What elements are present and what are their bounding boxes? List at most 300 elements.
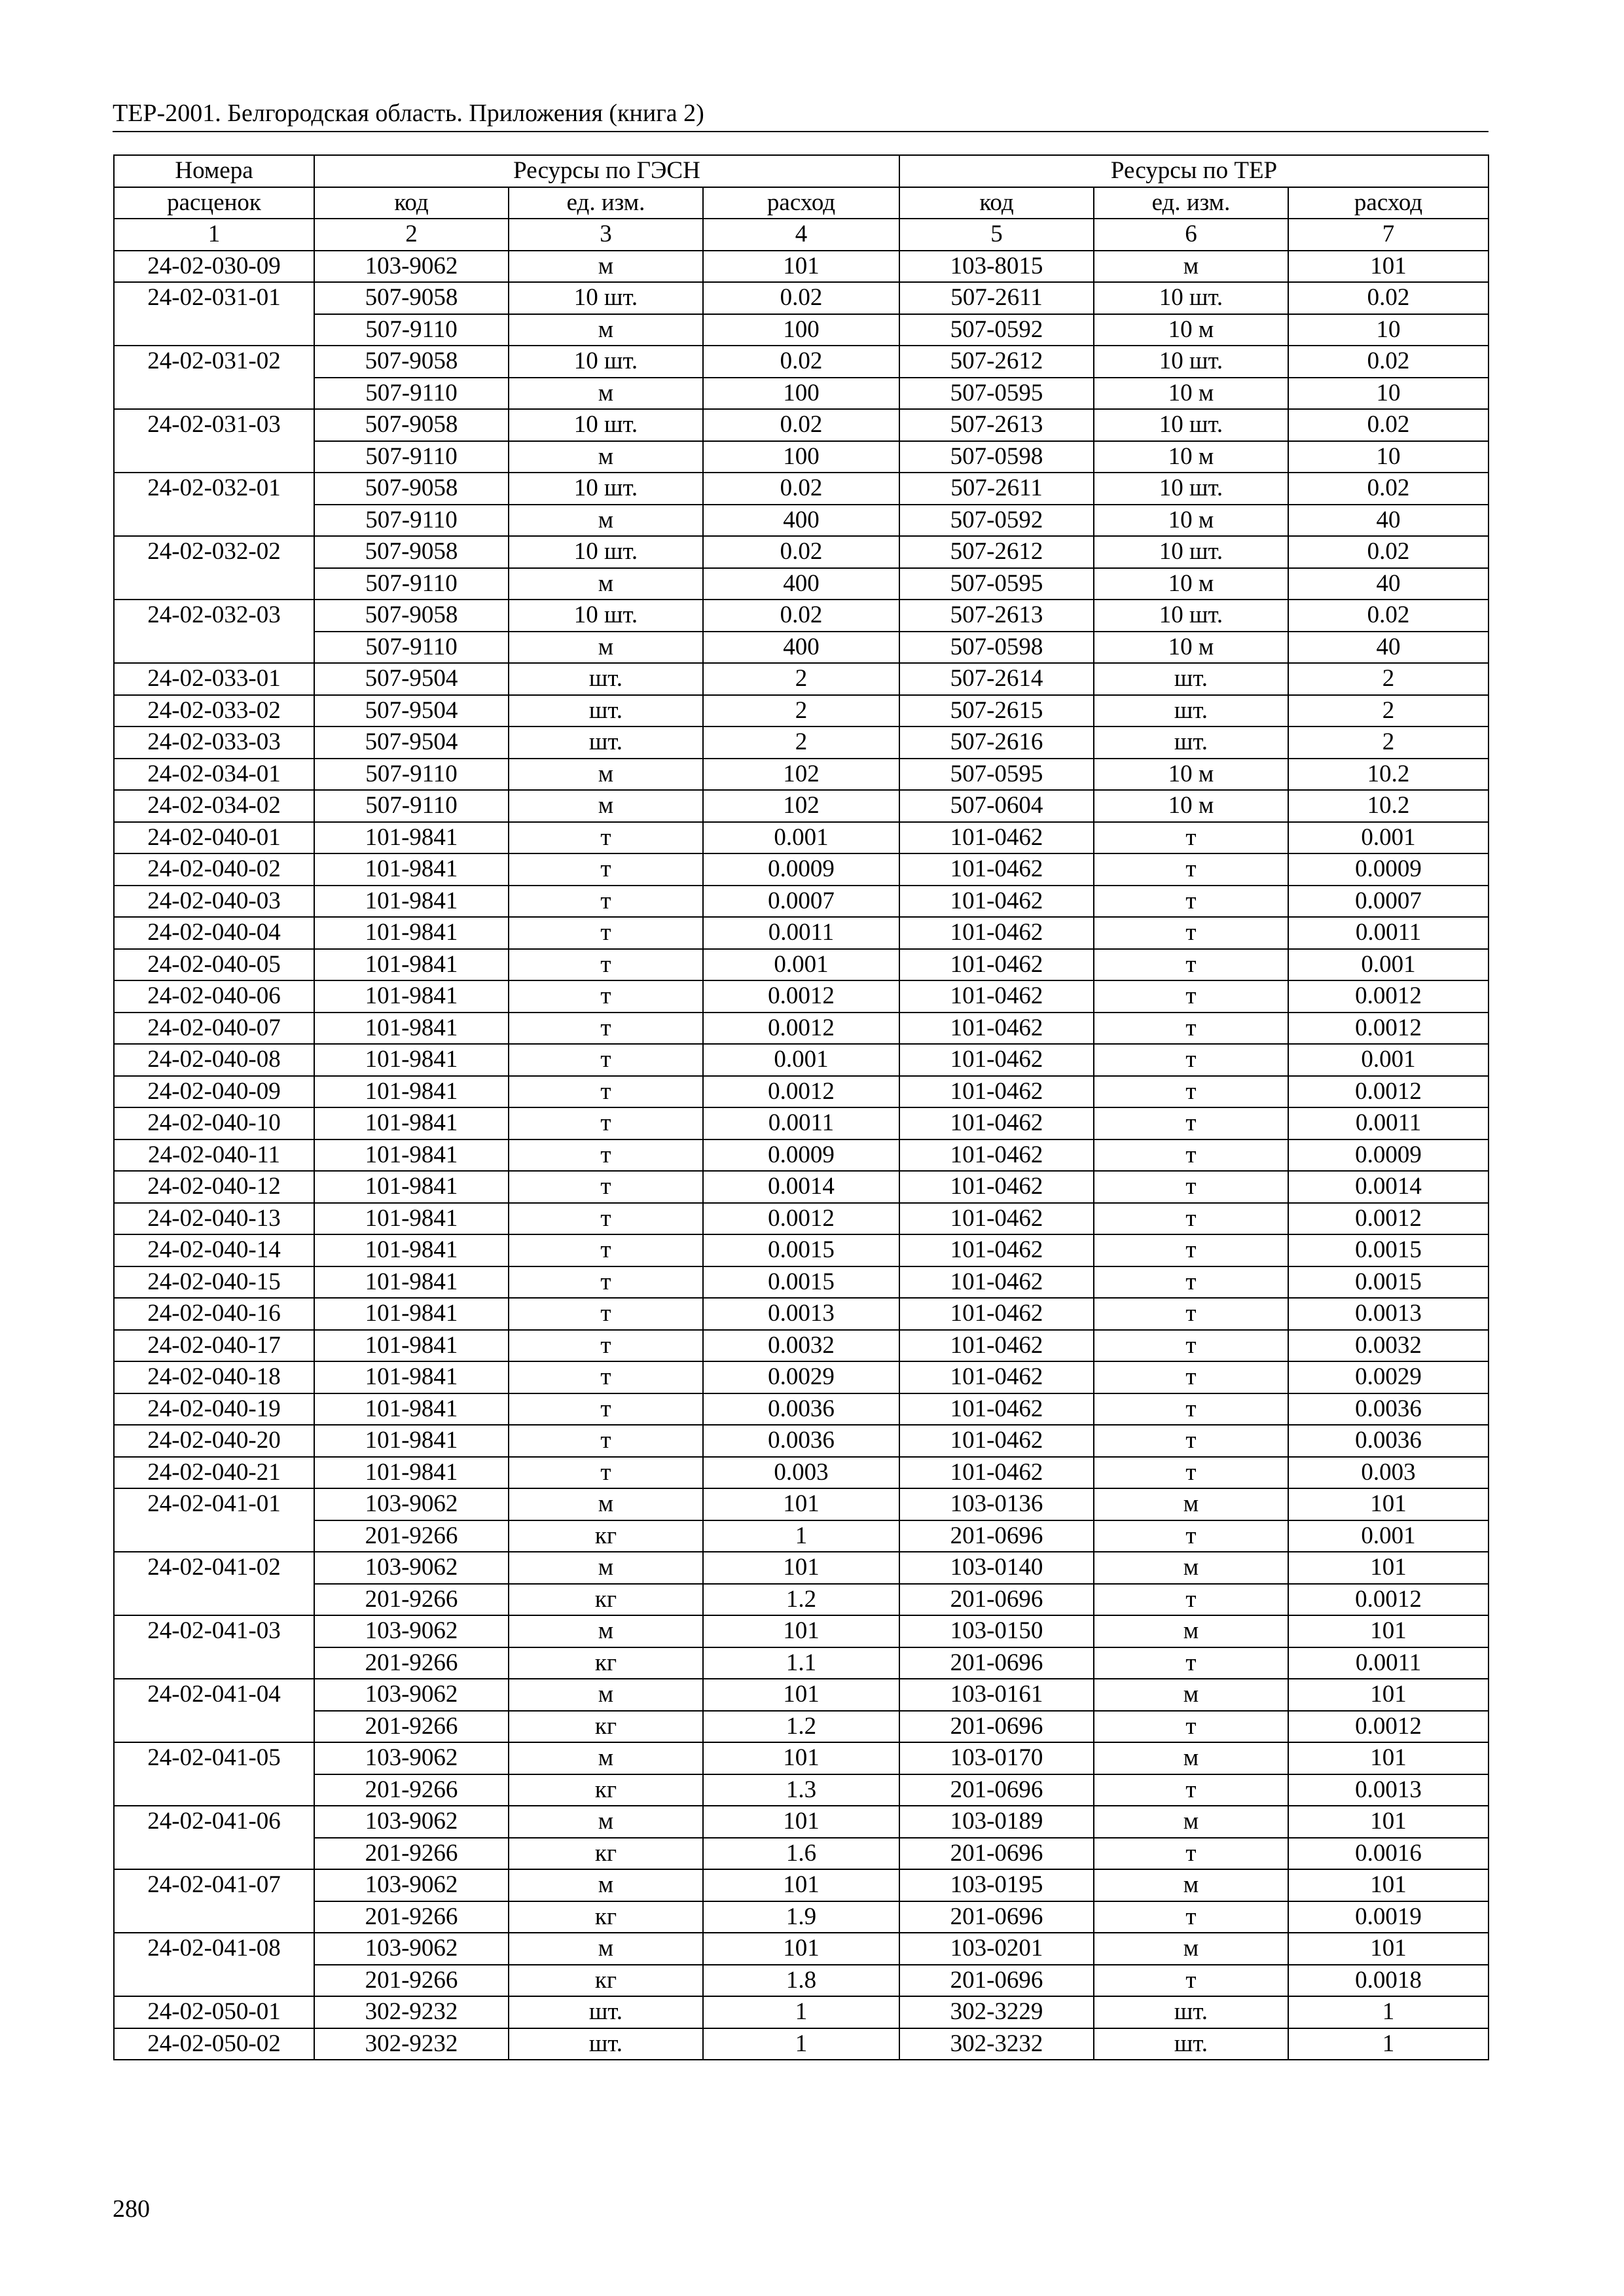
ter-amount-cell: 0.0011 bbox=[1288, 917, 1489, 949]
gesn-unit-cell: 10 шт. bbox=[509, 282, 703, 314]
gesn-amount-cell: 0.001 bbox=[703, 822, 899, 854]
ter-unit-cell: т bbox=[1094, 1330, 1288, 1362]
gesn-code-cell: 507-9504 bbox=[314, 663, 509, 695]
table-row bbox=[114, 473, 1489, 505]
gesn-code-cell: 101-9841 bbox=[314, 1457, 509, 1489]
table-row bbox=[114, 726, 1489, 759]
ter-code-cell: 507-0604 bbox=[899, 790, 1094, 822]
rate-number-cell: 24-02-040-09 bbox=[114, 1076, 314, 1108]
gesn-unit-cell: м bbox=[509, 505, 703, 537]
ter-unit-cell: 10 м bbox=[1094, 790, 1288, 822]
gesn-amount-cell: 1 bbox=[703, 1996, 899, 2028]
ter-unit-cell: 10 м bbox=[1094, 441, 1288, 473]
gesn-amount-cell: 0.0009 bbox=[703, 853, 899, 886]
gesn-code-cell: 103-9062 bbox=[314, 251, 509, 283]
ter-code-cell: 201-0696 bbox=[899, 1647, 1094, 1679]
ter-code-cell: 101-0462 bbox=[899, 1203, 1094, 1235]
ter-amount-cell: 0.0012 bbox=[1288, 1203, 1489, 1235]
gesn-unit-cell: т bbox=[509, 1298, 703, 1330]
ter-unit-cell: шт. bbox=[1094, 1996, 1288, 2028]
gesn-amount-cell: 101 bbox=[703, 251, 899, 283]
ter-code-cell: 507-2612 bbox=[899, 346, 1094, 378]
gesn-amount-cell: 0.02 bbox=[703, 536, 899, 568]
table-row bbox=[114, 441, 1489, 473]
gesn-code-cell: 101-9841 bbox=[314, 1076, 509, 1108]
gesn-code-cell: 507-9058 bbox=[314, 473, 509, 505]
rate-number-cell: 24-02-034-02 bbox=[114, 790, 314, 822]
rate-number-cell: 24-02-040-05 bbox=[114, 949, 314, 981]
ter-unit-cell: 10 шт. bbox=[1094, 282, 1288, 314]
rate-number-cell: 24-02-041-07 bbox=[114, 1869, 314, 1933]
rate-number-cell: 24-02-033-01 bbox=[114, 663, 314, 695]
ter-unit-cell: м bbox=[1094, 1742, 1288, 1774]
rate-number-cell: 24-02-040-04 bbox=[114, 917, 314, 949]
table-row bbox=[114, 2028, 1489, 2060]
column-number: 6 bbox=[1094, 219, 1288, 251]
ter-amount-cell: 10 bbox=[1288, 378, 1489, 410]
gesn-code-cell: 103-9062 bbox=[314, 1806, 509, 1838]
ter-code-cell: 302-3232 bbox=[899, 2028, 1094, 2060]
table-row bbox=[114, 378, 1489, 410]
rate-number-cell: 24-02-040-02 bbox=[114, 853, 314, 886]
table-row bbox=[114, 314, 1489, 346]
table-row bbox=[114, 1234, 1489, 1266]
ter-amount-cell: 0.0012 bbox=[1288, 1711, 1489, 1743]
ter-code-cell: 101-0462 bbox=[899, 980, 1094, 1013]
table-row bbox=[114, 1139, 1489, 1172]
gesn-unit-cell: кг bbox=[509, 1711, 703, 1743]
gesn-unit-cell: т bbox=[509, 949, 703, 981]
column-number: 7 bbox=[1288, 219, 1489, 251]
table-row bbox=[114, 1965, 1489, 1997]
table-row bbox=[114, 1425, 1489, 1457]
gesn-code-cell: 507-9110 bbox=[314, 759, 509, 791]
table-row bbox=[114, 282, 1489, 314]
table-row bbox=[114, 822, 1489, 854]
gesn-amount-cell: 101 bbox=[703, 1742, 899, 1774]
gesn-unit-cell: шт. bbox=[509, 663, 703, 695]
gesn-code-cell: 507-9110 bbox=[314, 505, 509, 537]
page-header-title: ТЕР-2001. Белгородская область. Приложения (книга 2) bbox=[113, 99, 704, 127]
gesn-amount-cell: 1 bbox=[703, 2028, 899, 2060]
column-number: 3 bbox=[509, 219, 703, 251]
rate-number-cell: 24-02-033-03 bbox=[114, 726, 314, 759]
ter-unit-cell: 10 шт. bbox=[1094, 346, 1288, 378]
ter-amount-cell: 101 bbox=[1288, 1552, 1489, 1584]
ter-code-cell: 201-0696 bbox=[899, 1838, 1094, 1870]
gesn-unit-cell: т bbox=[509, 1425, 703, 1457]
gesn-unit-cell: м bbox=[509, 1933, 703, 1965]
ter-unit-cell: т bbox=[1094, 1965, 1288, 1997]
ter-amount-cell: 0.0016 bbox=[1288, 1838, 1489, 1870]
page-number: 280 bbox=[113, 2195, 150, 2223]
ter-code-cell: 103-8015 bbox=[899, 251, 1094, 283]
ter-code-cell: 507-0592 bbox=[899, 314, 1094, 346]
ter-code-cell: 302-3229 bbox=[899, 1996, 1094, 2028]
gesn-code-cell: 302-9232 bbox=[314, 2028, 509, 2060]
ter-unit-cell: т bbox=[1094, 1298, 1288, 1330]
gesn-unit-cell: т bbox=[509, 1203, 703, 1235]
gesn-code-cell: 103-9062 bbox=[314, 1488, 509, 1520]
ter-code-cell: 507-0595 bbox=[899, 568, 1094, 600]
ter-unit-cell: т bbox=[1094, 1838, 1288, 1870]
gesn-amount-cell: 1.2 bbox=[703, 1711, 899, 1743]
table-row bbox=[114, 632, 1489, 664]
ter-unit-cell: м bbox=[1094, 1806, 1288, 1838]
table-row bbox=[114, 1742, 1489, 1774]
rate-number-cell: 24-02-041-08 bbox=[114, 1933, 314, 1996]
gesn-code-cell: 507-9058 bbox=[314, 409, 509, 441]
ter-unit-cell: шт. bbox=[1094, 2028, 1288, 2060]
gesn-unit-cell: т bbox=[509, 980, 703, 1013]
ter-code-cell: 201-0696 bbox=[899, 1901, 1094, 1933]
ter-unit-cell: шт. bbox=[1094, 663, 1288, 695]
gesn-unit-cell: кг bbox=[509, 1520, 703, 1552]
ter-unit-cell: т bbox=[1094, 1711, 1288, 1743]
gesn-code-cell: 507-9110 bbox=[314, 568, 509, 600]
gesn-code-cell: 507-9058 bbox=[314, 536, 509, 568]
gesn-amount-cell: 400 bbox=[703, 632, 899, 664]
gesn-amount-cell: 1.6 bbox=[703, 1838, 899, 1870]
ter-code-cell: 507-0595 bbox=[899, 759, 1094, 791]
gesn-unit-cell: т bbox=[509, 917, 703, 949]
rate-number-cell: 24-02-040-08 bbox=[114, 1044, 314, 1076]
table-row bbox=[114, 409, 1489, 441]
ter-code-cell: 101-0462 bbox=[899, 886, 1094, 918]
ter-unit-cell: т bbox=[1094, 1361, 1288, 1393]
table-row bbox=[114, 1933, 1489, 1965]
rate-number-cell: 24-02-033-02 bbox=[114, 695, 314, 727]
ter-amount-cell: 0.001 bbox=[1288, 1520, 1489, 1552]
ter-amount-cell: 0.0013 bbox=[1288, 1774, 1489, 1806]
ter-code-cell: 507-0598 bbox=[899, 441, 1094, 473]
ter-code-cell: 101-0462 bbox=[899, 853, 1094, 886]
ter-amount-cell: 0.0032 bbox=[1288, 1330, 1489, 1362]
ter-amount-cell: 0.0012 bbox=[1288, 1076, 1489, 1108]
gesn-unit-cell: кг bbox=[509, 1584, 703, 1616]
ter-unit-cell: т bbox=[1094, 1520, 1288, 1552]
table-row bbox=[114, 1076, 1489, 1108]
ter-code-cell: 201-0696 bbox=[899, 1711, 1094, 1743]
gesn-amount-cell: 101 bbox=[703, 1679, 899, 1711]
gesn-code-cell: 302-9232 bbox=[314, 1996, 509, 2028]
gesn-amount-cell: 400 bbox=[703, 568, 899, 600]
ter-amount-cell: 101 bbox=[1288, 1742, 1489, 1774]
gesn-amount-cell: 400 bbox=[703, 505, 899, 537]
rate-number-cell: 24-02-032-03 bbox=[114, 600, 314, 663]
gesn-amount-cell: 0.0011 bbox=[703, 1107, 899, 1139]
gesn-code-cell: 101-9841 bbox=[314, 1234, 509, 1266]
gesn-amount-cell: 0.02 bbox=[703, 409, 899, 441]
ter-amount-cell: 0.001 bbox=[1288, 949, 1489, 981]
ter-amount-cell: 40 bbox=[1288, 568, 1489, 600]
gesn-amount-cell: 0.0032 bbox=[703, 1330, 899, 1362]
ter-code-cell: 201-0696 bbox=[899, 1774, 1094, 1806]
gesn-amount-cell: 2 bbox=[703, 695, 899, 727]
ter-unit-cell: т bbox=[1094, 853, 1288, 886]
head-gesn-amount: расход bbox=[703, 187, 899, 219]
ter-code-cell: 507-2613 bbox=[899, 600, 1094, 632]
ter-code-cell: 507-2616 bbox=[899, 726, 1094, 759]
rate-number-cell: 24-02-032-01 bbox=[114, 473, 314, 536]
rate-number-cell: 24-02-040-19 bbox=[114, 1393, 314, 1426]
ter-code-cell: 507-2613 bbox=[899, 409, 1094, 441]
gesn-unit-cell: шт. bbox=[509, 695, 703, 727]
gesn-unit-cell: шт. bbox=[509, 726, 703, 759]
gesn-code-cell: 101-9841 bbox=[314, 1298, 509, 1330]
gesn-amount-cell: 0.0014 bbox=[703, 1171, 899, 1203]
rate-number-cell: 24-02-034-01 bbox=[114, 759, 314, 791]
gesn-code-cell: 101-9841 bbox=[314, 980, 509, 1013]
ter-code-cell: 103-0140 bbox=[899, 1552, 1094, 1584]
gesn-code-cell: 507-9058 bbox=[314, 346, 509, 378]
head-row-columns bbox=[114, 187, 1489, 219]
gesn-code-cell: 101-9841 bbox=[314, 1013, 509, 1045]
ter-unit-cell: т bbox=[1094, 917, 1288, 949]
gesn-amount-cell: 0.02 bbox=[703, 282, 899, 314]
gesn-unit-cell: м bbox=[509, 568, 703, 600]
gesn-unit-cell: м bbox=[509, 1488, 703, 1520]
gesn-code-cell: 201-9266 bbox=[314, 1647, 509, 1679]
table-row bbox=[114, 1647, 1489, 1679]
ter-code-cell: 101-0462 bbox=[899, 1266, 1094, 1299]
table-row bbox=[114, 1107, 1489, 1139]
gesn-code-cell: 101-9841 bbox=[314, 1171, 509, 1203]
table-row bbox=[114, 759, 1489, 791]
ter-amount-cell: 0.02 bbox=[1288, 282, 1489, 314]
resources-table bbox=[113, 154, 1489, 2060]
ter-code-cell: 103-0136 bbox=[899, 1488, 1094, 1520]
ter-amount-cell: 10 bbox=[1288, 441, 1489, 473]
gesn-code-cell: 201-9266 bbox=[314, 1901, 509, 1933]
ter-unit-cell: т bbox=[1094, 1107, 1288, 1139]
gesn-code-cell: 101-9841 bbox=[314, 1361, 509, 1393]
gesn-code-cell: 201-9266 bbox=[314, 1774, 509, 1806]
ter-amount-cell: 0.001 bbox=[1288, 822, 1489, 854]
table-row bbox=[114, 1838, 1489, 1870]
ter-code-cell: 507-2611 bbox=[899, 282, 1094, 314]
ter-code-cell: 101-0462 bbox=[899, 1457, 1094, 1489]
ter-amount-cell: 0.0015 bbox=[1288, 1266, 1489, 1299]
ter-unit-cell: м bbox=[1094, 1552, 1288, 1584]
gesn-amount-cell: 2 bbox=[703, 663, 899, 695]
gesn-amount-cell: 1.1 bbox=[703, 1647, 899, 1679]
table-row bbox=[114, 886, 1489, 918]
gesn-amount-cell: 100 bbox=[703, 314, 899, 346]
rate-number-cell: 24-02-040-10 bbox=[114, 1107, 314, 1139]
gesn-unit-cell: м bbox=[509, 441, 703, 473]
rate-number-cell: 24-02-030-09 bbox=[114, 251, 314, 283]
rate-number-cell: 24-02-041-02 bbox=[114, 1552, 314, 1615]
gesn-unit-cell: т bbox=[509, 1013, 703, 1045]
gesn-unit-cell: т bbox=[509, 1393, 703, 1426]
gesn-unit-cell: т bbox=[509, 1330, 703, 1362]
ter-amount-cell: 40 bbox=[1288, 632, 1489, 664]
gesn-unit-cell: т bbox=[509, 1107, 703, 1139]
gesn-amount-cell: 0.003 bbox=[703, 1457, 899, 1489]
rate-number-cell: 24-02-040-20 bbox=[114, 1425, 314, 1457]
column-number: 5 bbox=[899, 219, 1094, 251]
ter-code-cell: 101-0462 bbox=[899, 917, 1094, 949]
gesn-code-cell: 507-9504 bbox=[314, 695, 509, 727]
ter-amount-cell: 101 bbox=[1288, 1488, 1489, 1520]
ter-amount-cell: 0.0009 bbox=[1288, 853, 1489, 886]
gesn-code-cell: 101-9841 bbox=[314, 1203, 509, 1235]
ter-amount-cell: 10.2 bbox=[1288, 759, 1489, 791]
gesn-amount-cell: 0.02 bbox=[703, 346, 899, 378]
ter-unit-cell: 10 м bbox=[1094, 759, 1288, 791]
gesn-amount-cell: 0.0036 bbox=[703, 1425, 899, 1457]
ter-unit-cell: 10 шт. bbox=[1094, 409, 1288, 441]
ter-amount-cell: 10 bbox=[1288, 314, 1489, 346]
rate-number-cell: 24-02-040-12 bbox=[114, 1171, 314, 1203]
ter-amount-cell: 0.0012 bbox=[1288, 1584, 1489, 1616]
gesn-code-cell: 507-9110 bbox=[314, 314, 509, 346]
ter-unit-cell: т bbox=[1094, 886, 1288, 918]
ter-unit-cell: т bbox=[1094, 980, 1288, 1013]
ter-amount-cell: 0.0012 bbox=[1288, 1013, 1489, 1045]
ter-amount-cell: 0.0011 bbox=[1288, 1647, 1489, 1679]
table-row bbox=[114, 1330, 1489, 1362]
ter-unit-cell: т bbox=[1094, 949, 1288, 981]
ter-amount-cell: 101 bbox=[1288, 1806, 1489, 1838]
ter-unit-cell: т bbox=[1094, 1076, 1288, 1108]
ter-code-cell: 103-0195 bbox=[899, 1869, 1094, 1901]
gesn-unit-cell: м bbox=[509, 790, 703, 822]
ter-code-cell: 101-0462 bbox=[899, 1330, 1094, 1362]
ter-unit-cell: м bbox=[1094, 1615, 1288, 1647]
ter-code-cell: 103-0150 bbox=[899, 1615, 1094, 1647]
table-row bbox=[114, 790, 1489, 822]
head-group-ter: Ресурсы по ТЕР bbox=[899, 155, 1489, 187]
gesn-code-cell: 103-9062 bbox=[314, 1933, 509, 1965]
ter-unit-cell: т bbox=[1094, 1013, 1288, 1045]
gesn-unit-cell: т bbox=[509, 1361, 703, 1393]
gesn-unit-cell: 10 шт. bbox=[509, 346, 703, 378]
gesn-code-cell: 507-9110 bbox=[314, 632, 509, 664]
gesn-unit-cell: кг bbox=[509, 1774, 703, 1806]
gesn-unit-cell: м bbox=[509, 632, 703, 664]
head-number-bottom: расценок bbox=[114, 187, 314, 219]
table-row bbox=[114, 1393, 1489, 1426]
ter-unit-cell: 10 шт. bbox=[1094, 473, 1288, 505]
gesn-unit-cell: кг bbox=[509, 1647, 703, 1679]
gesn-unit-cell: м bbox=[509, 314, 703, 346]
rate-number-cell: 24-02-040-07 bbox=[114, 1013, 314, 1045]
ter-amount-cell: 0.0007 bbox=[1288, 886, 1489, 918]
table-row bbox=[114, 505, 1489, 537]
ter-amount-cell: 101 bbox=[1288, 1615, 1489, 1647]
ter-amount-cell: 0.0015 bbox=[1288, 1234, 1489, 1266]
gesn-unit-cell: м bbox=[509, 1679, 703, 1711]
gesn-code-cell: 507-9110 bbox=[314, 378, 509, 410]
rate-number-cell: 24-02-040-11 bbox=[114, 1139, 314, 1172]
head-gesn-unit: ед. изм. bbox=[509, 187, 703, 219]
ter-unit-cell: т bbox=[1094, 1457, 1288, 1489]
table-row bbox=[114, 1552, 1489, 1584]
gesn-code-cell: 507-9504 bbox=[314, 726, 509, 759]
rate-number-cell: 24-02-040-03 bbox=[114, 886, 314, 918]
table-row bbox=[114, 251, 1489, 283]
ter-unit-cell: т bbox=[1094, 1203, 1288, 1235]
ter-code-cell: 101-0462 bbox=[899, 1076, 1094, 1108]
ter-code-cell: 507-0598 bbox=[899, 632, 1094, 664]
ter-unit-cell: т bbox=[1094, 1266, 1288, 1299]
gesn-code-cell: 101-9841 bbox=[314, 1393, 509, 1426]
ter-amount-cell: 1 bbox=[1288, 2028, 1489, 2060]
ter-unit-cell: м bbox=[1094, 1933, 1288, 1965]
table-row bbox=[114, 1361, 1489, 1393]
table-row bbox=[114, 568, 1489, 600]
table-row bbox=[114, 1298, 1489, 1330]
ter-unit-cell: т bbox=[1094, 1425, 1288, 1457]
ter-amount-cell: 2 bbox=[1288, 695, 1489, 727]
gesn-amount-cell: 102 bbox=[703, 790, 899, 822]
ter-unit-cell: м bbox=[1094, 1488, 1288, 1520]
ter-amount-cell: 0.0018 bbox=[1288, 1965, 1489, 1997]
ter-code-cell: 101-0462 bbox=[899, 949, 1094, 981]
gesn-code-cell: 507-9058 bbox=[314, 282, 509, 314]
table-row bbox=[114, 980, 1489, 1013]
ter-amount-cell: 0.0013 bbox=[1288, 1298, 1489, 1330]
gesn-unit-cell: т bbox=[509, 1076, 703, 1108]
ter-unit-cell: 10 шт. bbox=[1094, 600, 1288, 632]
gesn-amount-cell: 0.0012 bbox=[703, 980, 899, 1013]
ter-unit-cell: м bbox=[1094, 251, 1288, 283]
gesn-code-cell: 101-9841 bbox=[314, 1330, 509, 1362]
ter-code-cell: 103-0170 bbox=[899, 1742, 1094, 1774]
header-rule bbox=[113, 131, 1489, 132]
ter-code-cell: 201-0696 bbox=[899, 1965, 1094, 1997]
ter-unit-cell: т bbox=[1094, 822, 1288, 854]
ter-code-cell: 101-0462 bbox=[899, 822, 1094, 854]
gesn-unit-cell: т bbox=[509, 853, 703, 886]
gesn-code-cell: 201-9266 bbox=[314, 1584, 509, 1616]
gesn-unit-cell: м bbox=[509, 1552, 703, 1584]
table-row bbox=[114, 1266, 1489, 1299]
ter-amount-cell: 0.0009 bbox=[1288, 1139, 1489, 1172]
gesn-unit-cell: т bbox=[509, 822, 703, 854]
gesn-amount-cell: 0.001 bbox=[703, 949, 899, 981]
gesn-amount-cell: 0.0011 bbox=[703, 917, 899, 949]
ter-amount-cell: 1 bbox=[1288, 1996, 1489, 2028]
gesn-amount-cell: 1.8 bbox=[703, 1965, 899, 1997]
table-row bbox=[114, 949, 1489, 981]
gesn-unit-cell: т bbox=[509, 1171, 703, 1203]
ter-code-cell: 101-0462 bbox=[899, 1013, 1094, 1045]
table-row bbox=[114, 1203, 1489, 1235]
ter-amount-cell: 0.02 bbox=[1288, 346, 1489, 378]
gesn-amount-cell: 2 bbox=[703, 726, 899, 759]
ter-amount-cell: 0.0029 bbox=[1288, 1361, 1489, 1393]
ter-code-cell: 101-0462 bbox=[899, 1139, 1094, 1172]
ter-unit-cell: шт. bbox=[1094, 695, 1288, 727]
gesn-unit-cell: кг bbox=[509, 1838, 703, 1870]
rate-number-cell: 24-02-032-02 bbox=[114, 536, 314, 600]
gesn-amount-cell: 101 bbox=[703, 1552, 899, 1584]
gesn-code-cell: 101-9841 bbox=[314, 949, 509, 981]
gesn-unit-cell: шт. bbox=[509, 1996, 703, 2028]
ter-code-cell: 101-0462 bbox=[899, 1393, 1094, 1426]
rate-number-cell: 24-02-040-21 bbox=[114, 1457, 314, 1489]
table-row bbox=[114, 1869, 1489, 1901]
ter-code-cell: 103-0189 bbox=[899, 1806, 1094, 1838]
ter-amount-cell: 0.0036 bbox=[1288, 1393, 1489, 1426]
gesn-amount-cell: 0.0012 bbox=[703, 1076, 899, 1108]
ter-unit-cell: т bbox=[1094, 1234, 1288, 1266]
ter-unit-cell: 10 м bbox=[1094, 568, 1288, 600]
gesn-unit-cell: 10 шт. bbox=[509, 536, 703, 568]
